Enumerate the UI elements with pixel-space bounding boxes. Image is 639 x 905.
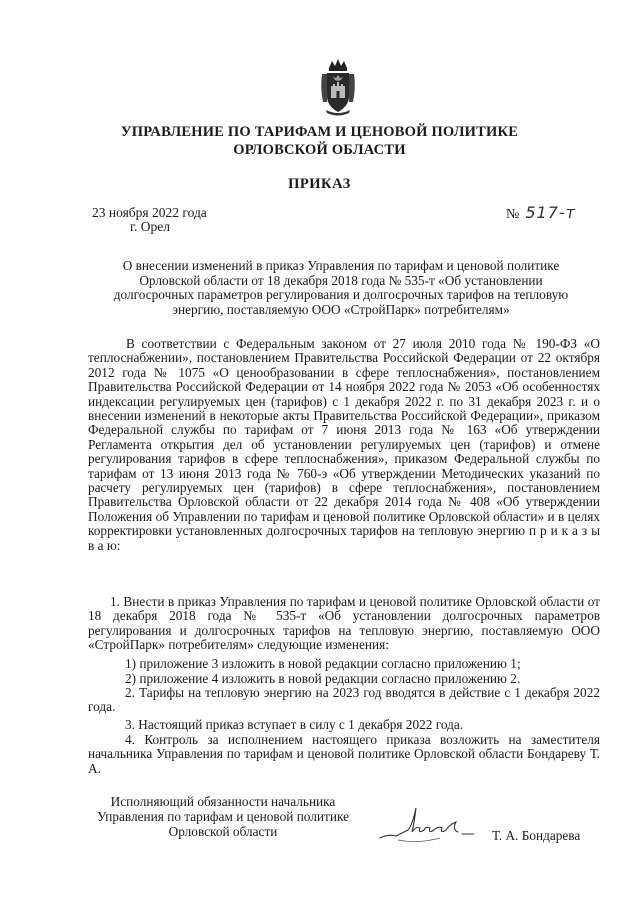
document-city: г. Орел [130, 219, 170, 234]
signatory-title-line2: Управления по тарифам и ценовой политике [96, 809, 349, 824]
item-1-subitem-1: 1) приложение 3 изложить в новой редакции согласно приложению 1; [125, 656, 521, 671]
item-3-paragraph: 3. Настоящий приказ вступает в силу с 1 декабря 2022 года. [125, 717, 464, 732]
signatory-name: Т. А. Бондарева [492, 828, 581, 843]
org-name-line1: УПРАВЛЕНИЕ ПО ТАРИФАМ И ЦЕНОВОЙ ПОЛИТИКЕ [120, 124, 519, 140]
oryol-oblast-coat-of-arms-icon [318, 58, 358, 116]
item-1-subitem-2: 2) приложение 4 изложить в новой редакции согласно приложению 2. [125, 671, 521, 686]
document-type-title: ПРИКАЗ [288, 176, 351, 192]
document-date: 23 ноября 2022 года [92, 205, 207, 220]
document-subject: О внесении изменений в приказ Управления по тарифам и ценовой политике Орловской области от 18 декабря 2018 года № 535-т «Об установлении долгосрочных параметров регулирования и долгосрочных тарифов на тепловую энергию, поставляемую ООО «СтройПарк» потребителям» [113, 258, 569, 317]
item-2-paragraph: 2. Тарифы на тепловую энергию на 2023 год вводятся в действие с 1 декабря 2022 года. [88, 685, 600, 715]
preamble-paragraph: В соответствии с Федеральным законом от 27 июля 2010 года № 190-ФЗ «О теплоснабжении», постановлением Правительства Российской Федерации от 22 октября 2012 года № 1075 «О ценообразовании в сфере теплоснабжения», постановлением Правительства Российской Федерации от 14 ноября 2022 года № 2053 «Об особенностях индексации регулируемых цен (тарифов) с 1 декабря 2022 г. по 31 декабря 2023 г. и о внесении изменений в некоторые акты Правительства Российской Федерации», приказом Федеральной службы по тарифам от 7 июня 2013 года № 163 «Об утверждении Регламента открытия дел об установлении регулируемых цен (тарифов) и отмене регулирования тарифов в сфере теплоснабжения», приказом Федеральной службы по тарифам от 13 июня 2013 года № 760-э «Об утверждении Методических указаний по расчету регулируемых цен (тарифов) в сфере теплоснабжения», постановлением Правительства Орловской области от 22 декабря 2014 года № 408 «Об утверждении Положения об Управлении по тарифам и ценовой политике Орловской области» и в целях корректировки установленных долгосрочных тарифов на тепловую энергию п р и к а з ы в а ю: [88, 336, 600, 553]
handwritten-signature [378, 800, 478, 858]
item-1-paragraph: 1. Внести в приказ Управления по тарифам и ценовой политике Орловской области от 18 декабря 2018 года № 535-т «Об установлении долгосрочных параметров регулирования и долгосрочных тарифов на тепловую энергию, поставляемую ООО «СтройПарк» потребителям» следующие изменения: [88, 594, 600, 653]
item-4-paragraph: 4. Контроль за исполнением настоящего приказа возложить на заместителя начальника Управления по тарифам и ценовой политике Орловской области Бондареву Т. А. [88, 732, 600, 776]
signatory-title-line1: Исполняющий обязанности начальника [110, 794, 336, 809]
number-value: 517-т [525, 203, 576, 222]
signatory-title-line3: Орловской области [168, 824, 278, 839]
number-label: № [506, 207, 520, 222]
document-number [506, 203, 576, 223]
org-name-line2: ОРЛОВСКОЙ ОБЛАСТИ [233, 142, 406, 158]
